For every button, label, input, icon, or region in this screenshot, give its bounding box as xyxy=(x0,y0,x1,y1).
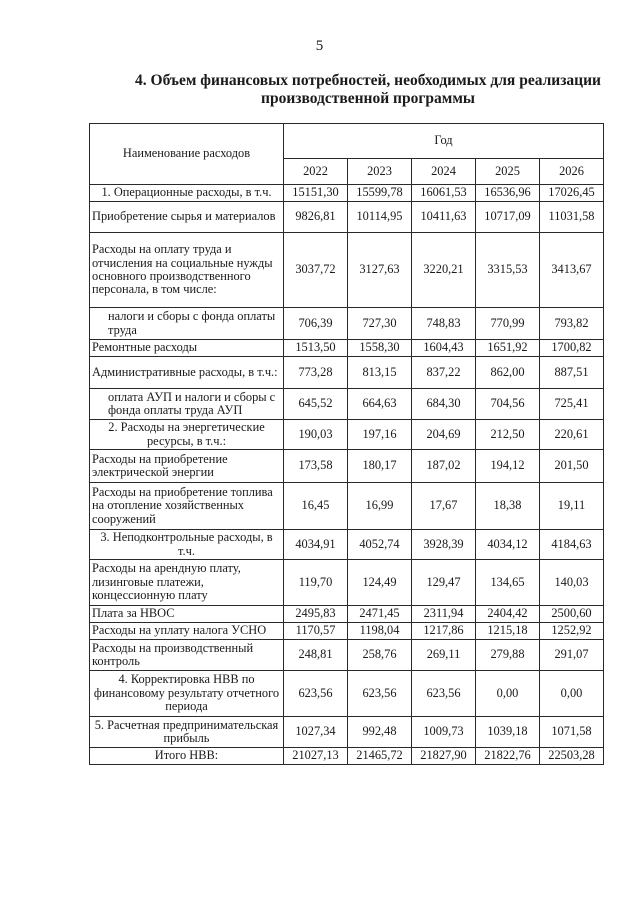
value-cell: 124,49 xyxy=(348,560,412,606)
table-row xyxy=(90,671,604,717)
value-cell: 813,15 xyxy=(348,357,412,389)
value-cell: 0,00 xyxy=(540,671,604,717)
value-cell: 0,00 xyxy=(476,671,540,717)
value-cell: 4034,91 xyxy=(284,530,348,560)
value-cell: 2471,45 xyxy=(348,606,412,623)
value-cell: 2311,94 xyxy=(412,606,476,623)
row-label: 2. Расходы на энергетические ресурсы, в т.ч.: xyxy=(90,420,284,450)
value-cell: 1513,50 xyxy=(284,340,348,357)
value-cell: 1604,43 xyxy=(412,340,476,357)
value-cell: 1217,86 xyxy=(412,623,476,640)
table-row xyxy=(90,185,604,202)
value-cell: 17,67 xyxy=(412,483,476,530)
value-cell: 1651,92 xyxy=(476,340,540,357)
table-row xyxy=(90,623,604,640)
value-cell: 21027,13 xyxy=(284,748,348,765)
value-cell: 4184,63 xyxy=(540,530,604,560)
expenses-table xyxy=(89,123,604,765)
value-cell: 727,30 xyxy=(348,308,412,340)
value-cell: 1039,18 xyxy=(476,717,540,748)
row-label: Административные расходы, в т.ч.: xyxy=(90,357,284,389)
row-label: Расходы на приобретение электрической энергии xyxy=(90,450,284,483)
table-row xyxy=(90,560,604,606)
value-cell: 2404,42 xyxy=(476,606,540,623)
value-cell: 10114,95 xyxy=(348,202,412,233)
value-cell: 16,45 xyxy=(284,483,348,530)
value-cell: 15599,78 xyxy=(348,185,412,202)
value-cell: 770,99 xyxy=(476,308,540,340)
table-row xyxy=(90,606,604,623)
value-cell: 3037,72 xyxy=(284,233,348,308)
table-row xyxy=(90,450,604,483)
row-label: Расходы на приобретение топлива на отопление хозяйственных сооружений xyxy=(90,483,284,530)
year-header-2026: 2026 xyxy=(540,158,604,184)
row-label: 3. Неподконтрольные расходы, в т.ч. xyxy=(90,530,284,560)
value-cell: 197,16 xyxy=(348,420,412,450)
year-header-2022: 2022 xyxy=(284,158,348,184)
table-row xyxy=(90,420,604,450)
value-cell: 773,28 xyxy=(284,357,348,389)
value-cell: 1252,92 xyxy=(540,623,604,640)
value-cell: 140,03 xyxy=(540,560,604,606)
section-heading-line-2: производственной программы xyxy=(261,90,475,107)
expense-name-header: Наименование расходов xyxy=(90,124,284,185)
value-cell: 16536,96 xyxy=(476,185,540,202)
year-group-header: Год xyxy=(284,124,604,159)
value-cell: 1198,04 xyxy=(348,623,412,640)
row-label: оплата АУП и налоги и сборы с фонда оплаты труда АУП xyxy=(90,389,284,420)
row-label: Расходы на производственный контроль xyxy=(90,640,284,671)
value-cell: 3928,39 xyxy=(412,530,476,560)
row-label: Итого НВВ: xyxy=(90,748,284,765)
value-cell: 4034,12 xyxy=(476,530,540,560)
table-row xyxy=(90,233,604,308)
value-cell: 3220,21 xyxy=(412,233,476,308)
year-header-2023: 2023 xyxy=(348,158,412,184)
value-cell: 279,88 xyxy=(476,640,540,671)
value-cell: 4052,74 xyxy=(348,530,412,560)
table-row xyxy=(90,717,604,748)
value-cell: 19,11 xyxy=(540,483,604,530)
value-cell: 3413,67 xyxy=(540,233,604,308)
section-heading xyxy=(118,72,618,108)
value-cell: 248,81 xyxy=(284,640,348,671)
table-row xyxy=(90,340,604,357)
row-label: Расходы на арендную плату, лизинговые платежи, концессионную плату xyxy=(90,560,284,606)
row-label: налоги и сборы с фонда оплаты труда xyxy=(90,308,284,340)
value-cell: 187,02 xyxy=(412,450,476,483)
value-cell: 129,47 xyxy=(412,560,476,606)
value-cell: 9826,81 xyxy=(284,202,348,233)
value-cell: 21827,90 xyxy=(412,748,476,765)
value-cell: 3127,63 xyxy=(348,233,412,308)
value-cell: 1170,57 xyxy=(284,623,348,640)
value-cell: 3315,53 xyxy=(476,233,540,308)
row-label: Ремонтные расходы xyxy=(90,340,284,357)
value-cell: 1215,18 xyxy=(476,623,540,640)
value-cell: 793,82 xyxy=(540,308,604,340)
table-row xyxy=(90,357,604,389)
table-row xyxy=(90,640,604,671)
value-cell: 887,51 xyxy=(540,357,604,389)
value-cell: 258,76 xyxy=(348,640,412,671)
value-cell: 862,00 xyxy=(476,357,540,389)
value-cell: 269,11 xyxy=(412,640,476,671)
section-heading-line-1: 4. Объем финансовых потребностей, необходимых для реализации xyxy=(135,72,601,89)
value-cell: 725,41 xyxy=(540,389,604,420)
row-label: Приобретение сырья и материалов xyxy=(90,202,284,233)
value-cell: 134,65 xyxy=(476,560,540,606)
value-cell: 180,17 xyxy=(348,450,412,483)
value-cell: 11031,58 xyxy=(540,202,604,233)
value-cell: 623,56 xyxy=(284,671,348,717)
value-cell: 18,38 xyxy=(476,483,540,530)
value-cell: 684,30 xyxy=(412,389,476,420)
value-cell: 748,83 xyxy=(412,308,476,340)
value-cell: 837,22 xyxy=(412,357,476,389)
value-cell: 17026,45 xyxy=(540,185,604,202)
table-row xyxy=(90,530,604,560)
value-cell: 664,63 xyxy=(348,389,412,420)
value-cell: 2495,83 xyxy=(284,606,348,623)
table-row xyxy=(90,202,604,233)
table-row xyxy=(90,389,604,420)
value-cell: 119,70 xyxy=(284,560,348,606)
table-header-row xyxy=(90,124,604,159)
row-label: Расходы на оплату труда и отчисления на социальные нужды основного производственного персонала, в том числе: xyxy=(90,233,284,308)
page-number: 5 xyxy=(315,38,324,54)
value-cell: 623,56 xyxy=(412,671,476,717)
year-header-2025: 2025 xyxy=(476,158,540,184)
value-cell: 1027,34 xyxy=(284,717,348,748)
value-cell: 220,61 xyxy=(540,420,604,450)
value-cell: 173,58 xyxy=(284,450,348,483)
value-cell: 15151,30 xyxy=(284,185,348,202)
value-cell: 190,03 xyxy=(284,420,348,450)
value-cell: 1071,58 xyxy=(540,717,604,748)
value-cell: 2500,60 xyxy=(540,606,604,623)
value-cell: 1700,82 xyxy=(540,340,604,357)
value-cell: 623,56 xyxy=(348,671,412,717)
value-cell: 1558,30 xyxy=(348,340,412,357)
value-cell: 16,99 xyxy=(348,483,412,530)
value-cell: 22503,28 xyxy=(540,748,604,765)
value-cell: 212,50 xyxy=(476,420,540,450)
value-cell: 992,48 xyxy=(348,717,412,748)
value-cell: 21465,72 xyxy=(348,748,412,765)
value-cell: 291,07 xyxy=(540,640,604,671)
value-cell: 645,52 xyxy=(284,389,348,420)
row-label: Плата за НВОС xyxy=(90,606,284,623)
value-cell: 16061,53 xyxy=(412,185,476,202)
value-cell: 10717,09 xyxy=(476,202,540,233)
table-row xyxy=(90,483,604,530)
table-row xyxy=(90,748,604,765)
value-cell: 704,56 xyxy=(476,389,540,420)
value-cell: 1009,73 xyxy=(412,717,476,748)
value-cell: 204,69 xyxy=(412,420,476,450)
value-cell: 10411,63 xyxy=(412,202,476,233)
value-cell: 21822,76 xyxy=(476,748,540,765)
row-label: 5. Расчетная предпринимательская прибыль xyxy=(90,717,284,748)
value-cell: 706,39 xyxy=(284,308,348,340)
row-label: Расходы на уплату налога УСНО xyxy=(90,623,284,640)
year-header-2024: 2024 xyxy=(412,158,476,184)
value-cell: 194,12 xyxy=(476,450,540,483)
table-row xyxy=(90,308,604,340)
row-label: 4. Корректировка НВВ по финансовому результату отчетного периода xyxy=(90,671,284,717)
row-label: 1. Операционные расходы, в т.ч. xyxy=(90,185,284,202)
value-cell: 201,50 xyxy=(540,450,604,483)
